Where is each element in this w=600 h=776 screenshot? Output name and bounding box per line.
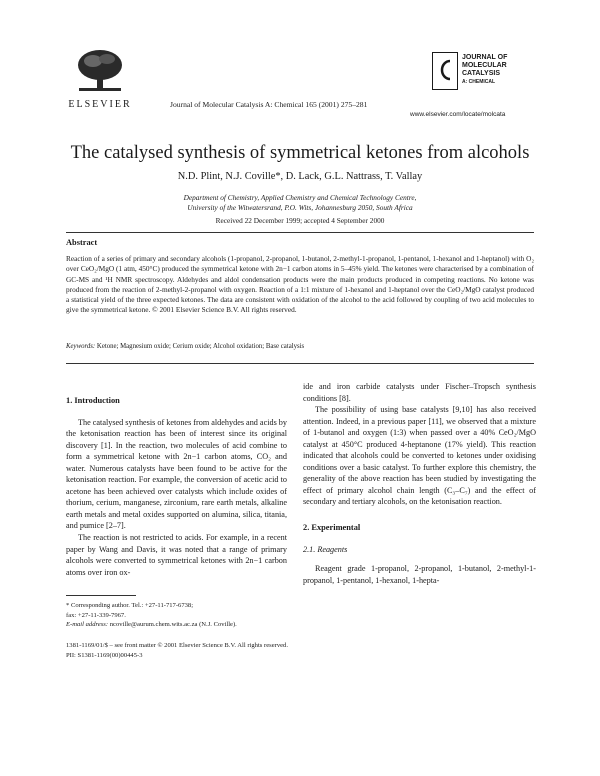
paragraph: The catalysed synthesis of ketones from aldehydes and acids by the ketonisation reaction has been of interest since its original discovery [1]. In the reaction, two molecules of acid combine to form a symmetrical ketone with 2n−1 carbon atoms, CO₂ and water. Numerous catalysts have been found to be active for the ketonisation reaction. For example, the conversion of acetic acid to acetone has been achieved over catalysts which include oxides of thorium, cerium, manganese, zirconium, rare earth metals, alkaline earth metals and metal oxides supported on alumina, silica, titania, and pumice [2–7]. xyxy=(66,417,287,531)
copyright-line: 1381-1169/01/$ – see front matter © 2001 Elsevier Science B.V. All rights reserved. xyxy=(66,642,289,649)
article-title: The catalysed synthesis of symmetrical ketones from alcohols xyxy=(70,143,530,163)
email-label: E-mail address: xyxy=(66,621,109,629)
paragraph: The possibility of using base catalysts [9,10] has also received attention. Indeed, in a previous paper [11], we observed that a mixture of 1-butanol and oxygen (1:3) when passed over a 40% CeO₂/MgO catalyst at 450°C produced 4-heptanone (17% yield). This reaction indicated that alcohols could be converted to ketones under oxidising conditions over a basic catalyst. To further explore this chemistry, the generality of the above reaction has been studied by investigating the effect of primary alcohol chain length (C₃–C₇) and the effect of secondary and tertiary alcohols, on the ketonisation reaction. xyxy=(303,405,536,507)
affiliation-line-1: Department of Chemistry, Applied Chemistry and Chemical Technology Centre, xyxy=(183,193,417,202)
section-heading-experimental: 2. Experimental xyxy=(303,523,361,533)
author-list: N.D. Plint, N.J. Coville*, D. Lack, G.L. Nattrass, T. Vallay xyxy=(177,171,423,182)
divider xyxy=(66,363,534,364)
elsevier-tree-icon xyxy=(71,47,129,93)
abstract-heading: Abstract xyxy=(66,238,98,247)
journal-logo-line-2: MOLECULAR xyxy=(462,62,507,69)
affiliation-line-2: University of the Witwatersrand, P.O. Wits, Johannesburg 2050, South Africa xyxy=(187,203,413,212)
received-dates: Received 22 December 1999; accepted 4 September 2000 xyxy=(215,216,385,225)
paragraph: The reaction is not restricted to acids. For example, in a recent paper by Wang and Davis, it was noted that a range of primary alcohols were converted to symmetrical ketones with 2n−1 carbon atoms over iron ox- xyxy=(66,533,287,577)
journal-logo-line-1: JOURNAL OF xyxy=(462,54,508,61)
journal-url: www.elsevier.com/locate/molcata xyxy=(410,111,506,118)
journal-citation: Journal of Molecular Catalysis A: Chemical 165 (2001) 275–281 xyxy=(170,100,368,109)
pii-line: PII: S1381-1169(00)00445-3 xyxy=(66,651,143,659)
footnote-divider xyxy=(66,595,136,596)
right-column xyxy=(303,381,536,586)
keywords xyxy=(66,343,534,350)
paragraph: Reagent grade 1-propanol, 2-propanol, 1-butanol, 2-methyl-1-propanol, 1-pentanol, 1-hexanol, 1-hepta- xyxy=(303,564,536,585)
publication-info xyxy=(66,641,366,660)
journal-logo-line-3: CATALYSIS xyxy=(462,70,500,77)
left-column xyxy=(66,395,287,578)
journal-logo-line-4: A: CHEMICAL xyxy=(462,79,496,85)
journal-mark-icon xyxy=(432,52,458,90)
section-heading-introduction: 1. Introduction xyxy=(66,396,120,405)
keywords-list: Ketone; Magnesium oxide; Cerium oxide; Alcohol oxidation; Base catalysis xyxy=(96,343,305,350)
email-address: ncoville@aurum.chem.wits.ac.za (N.J. Coville). xyxy=(109,621,237,629)
paragraph-continued: ide and iron carbide catalysts under Fischer–Tropsch synthesis conditions [8]. xyxy=(303,382,536,403)
footnotes xyxy=(66,601,306,630)
publisher-name: ELSEVIER xyxy=(68,99,132,110)
subsection-heading-reagents: 2.1. Reagents xyxy=(303,544,348,554)
abstract-text: Reaction of a series of primary and secondary alcohols (1-propanol, 2-propanol, 1-butanol, 2-methyl-1-propanol, 1-pentanol, 1-hexanol and 1-heptanol) with O₂ over CeO₂/MgO (1 atm, 450°C) produced the symmetrical ketone with 2n−1 carbon atoms in 5–45% yield. The ketones were characterised by a combination of GC-MS and ¹H NMR spectroscopy. Aldehydes and aldol condensation products were the main products produced in competing reactions. No ketone was produced from the reaction of 2-methyl-2-propanol with oxygen. Reaction of a 1:1 mixture of 1-hexanol and 1-heptanol over the CeO₂/MgO catalyst produced a statistical yield of the three expected ketones. The data are consistent with oxidation of the alcohol to the acid followed by coupling of two acid molecules to give the symmetrical ketone. © 2001 Elsevier Science B.V. All rights reserved. xyxy=(66,254,534,315)
elsevier-logo xyxy=(66,47,134,110)
journal-logo xyxy=(432,52,542,102)
fax-number: fax: +27-11-339-7967. xyxy=(66,611,126,619)
corresponding-author: * Corresponding author. Tel.: +27-11-717-6738; xyxy=(66,602,194,609)
divider xyxy=(66,232,534,233)
keywords-label: Keywords: xyxy=(66,343,96,350)
